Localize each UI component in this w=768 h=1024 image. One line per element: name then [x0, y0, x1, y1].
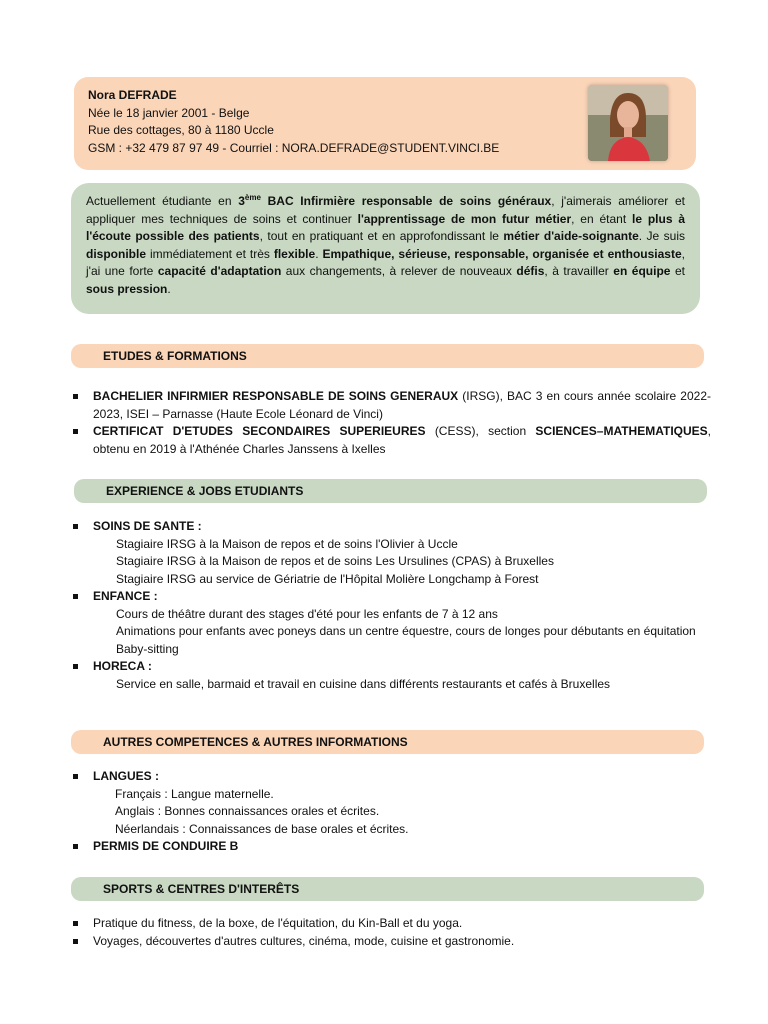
- contact-block: [88, 87, 499, 157]
- summary-box: [71, 183, 700, 314]
- header-box: [74, 77, 696, 170]
- summary-part: , à travailler: [544, 264, 614, 278]
- degree-details: , obtenu en 2019 à l'Athénée Charles Janssens à Ixelles: [93, 424, 712, 456]
- list-item: Cours de théâtre durant des stages d'été pour les enfants de 7 à 12 ans: [116, 606, 498, 621]
- list-item: Animations pour enfants avec poneys dans un centre équestre, cours de longes pour débutants en équitation: [116, 624, 696, 638]
- degree-section: SCIENCES–MATHEMATIQUES: [535, 424, 708, 438]
- category-title: LANGUES :: [71, 768, 711, 786]
- driving-license: PERMIS DE CONDUIRE B: [71, 838, 711, 856]
- degree-details: (IRSG), BAC 3 en cours année scolaire 2022-2023, ISEI – Parnasse (Haute Ecole Léonard de Vinci): [93, 389, 711, 421]
- birth-info: Née le 18 janvier 2001 - Belge: [88, 105, 250, 120]
- summary-part: . Je suis: [638, 229, 686, 243]
- summary-part: Actuellement étudiante en: [86, 194, 239, 208]
- address: Rue des cottages, 80 à 1180 Uccle: [88, 123, 274, 137]
- summary-part: .: [315, 246, 323, 261]
- section-header-sports: SPORTS & CENTRES D'INTERÊTS: [71, 877, 704, 901]
- sports-list: [71, 915, 711, 950]
- list-item: Baby-sitting: [116, 641, 179, 656]
- degree-title: CERTIFICAT D'ETUDES SECONDAIRES SUPERIEURES: [93, 424, 426, 438]
- degree-title: BACHELIER INFIRMIER RESPONSABLE DE SOINS GENERAUX: [93, 389, 459, 403]
- list-item: Stagiaire IRSG à la Maison de repos et de soins Les Ursulines (CPAS) à Bruxelles: [116, 554, 554, 568]
- experience-list: [71, 518, 711, 693]
- list-item: Service en salle, barmaid et travail en cuisine dans différents restaurants et cafés à Bruxelles: [116, 676, 611, 691]
- summary-part: le plus à l'écoute possible des patients: [86, 211, 686, 243]
- summary-part: ème: [244, 193, 261, 202]
- summary-part: 3: [238, 194, 245, 208]
- list-item: Stagiaire IRSG à la Maison de repos et de soins l'Olivier à Uccle: [116, 536, 458, 551]
- list-item: Stagiaire IRSG au service de Gériatrie de l'Hôpital Molière Longchamp à Forest: [116, 571, 539, 586]
- section-header-competences: AUTRES COMPETENCES & AUTRES INFORMATIONS: [71, 730, 704, 754]
- summary-part: Empathique, sérieuse, responsable, organisée et enthousiaste: [322, 246, 682, 261]
- list-item: [71, 388, 711, 423]
- summary-part: , tout en pratiquant et en approfondissant le: [259, 229, 504, 243]
- summary-part: immédiatement et très: [146, 246, 274, 261]
- list-item: Voyages, découvertes d'autres cultures, cinéma, mode, cuisine et gastronomie.: [71, 933, 711, 951]
- language-item: Français : Langue maternelle.: [115, 786, 274, 801]
- summary-part: , en étant: [571, 211, 632, 226]
- summary-part: .: [167, 281, 171, 296]
- summary-part: et: [670, 264, 686, 278]
- list-item: Pratique du fitness, de la boxe, de l'équitation, du Kin-Ball et du yoga.: [71, 915, 711, 933]
- summary-text: [86, 193, 685, 298]
- summary-part: , j'aimerais améliorer et appliquer mes techniques de soins et continuer: [86, 194, 685, 226]
- summary-part: métier d'aide-soignante: [503, 229, 639, 243]
- summary-part: BAC Infirmière responsable de soins généraux: [260, 194, 552, 208]
- degree-details: (CESS), section: [425, 424, 536, 438]
- summary-part: disponible: [86, 246, 146, 261]
- etudes-list: [71, 388, 711, 458]
- summary-part: flexible: [273, 246, 316, 261]
- category-title: ENFANCE :: [71, 588, 711, 606]
- candidate-name: Nora DEFRADE: [88, 88, 177, 102]
- summary-part: en équipe: [613, 264, 671, 278]
- summary-part: capacité d'adaptation: [157, 264, 282, 278]
- list-item: [71, 423, 711, 458]
- category-title: HORECA :: [71, 658, 711, 676]
- section-header-experience: EXPERIENCE & JOBS ETUDIANTS: [74, 479, 707, 503]
- contact-info: GSM : +32 479 87 97 49 - Courriel : NORA.DEFRADE@STUDENT.VINCI.BE: [88, 140, 500, 155]
- summary-part: l'apprentissage de mon futur métier: [357, 211, 572, 226]
- summary-part: défis: [516, 264, 545, 278]
- summary-part: , j'ai une forte: [86, 246, 685, 278]
- portrait-image: [588, 85, 668, 161]
- competences-list: [71, 768, 711, 856]
- summary-part: aux changements, à relever de nouveaux: [281, 264, 517, 278]
- summary-part: sous pression: [86, 281, 168, 296]
- language-item: Néerlandais : Connaissances de base orales et écrites.: [115, 821, 409, 836]
- section-header-etudes: ETUDES & FORMATIONS: [71, 344, 704, 368]
- profile-photo: [588, 85, 668, 161]
- language-item: Anglais : Bonnes connaissances orales et écrites.: [115, 804, 380, 818]
- category-title: SOINS DE SANTE :: [71, 518, 711, 536]
